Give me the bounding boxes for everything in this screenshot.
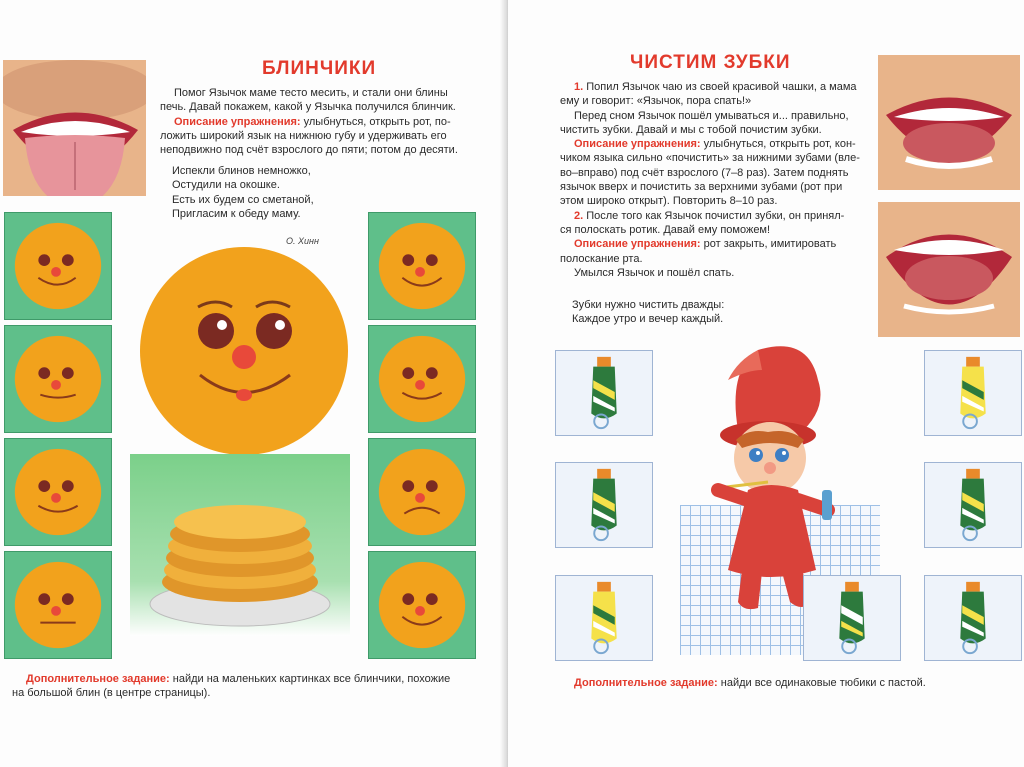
- exercise-1-label: Описание упражнения:: [574, 138, 701, 151]
- poem-author: О. Хинн: [286, 236, 319, 246]
- poem-line: Остудили на окошке.: [172, 179, 280, 192]
- exercise-line-1: улыбнуться, открыть рот, по-: [300, 115, 451, 128]
- exercise-2-line-1: рот закрыть, имитировать: [700, 238, 837, 251]
- step-1-line-1: Попил Язычок чаю из своей красивой чашки, а мама: [583, 81, 857, 93]
- page-title-pancakes: БЛИНЧИКИ: [262, 58, 377, 79]
- extra-task-line-1: найди на маленьких картинках все блинчики, похожие: [169, 673, 451, 685]
- exercise-2-line-2: полоскание рта.: [560, 252, 643, 265]
- toothpaste-tube-card[interactable]: [555, 575, 653, 661]
- step-2-line-2: ся полоскать ротик. Давай ему поможем!: [560, 223, 771, 236]
- poem-line: Зубки нужно чистить дважды:: [572, 299, 725, 311]
- extra-task-line-2: на большой блин (в центре страницы).: [12, 687, 211, 700]
- toothpaste-tube-card[interactable]: [924, 462, 1022, 548]
- step-1-line-2: ему и говорит: «Язычок, пора спать!»: [560, 95, 752, 108]
- small-pancake-tile[interactable]: [4, 551, 112, 659]
- exercise-1-line-4: язычок вверх и почистить за верхними зубами (рот при: [560, 181, 843, 194]
- exercise-2-label: Описание упражнения:: [574, 238, 701, 251]
- exercise-1-line-2: чиком языка сильно «почистить» за нижними зубами (вле-: [560, 152, 860, 165]
- right-poem: [572, 298, 724, 327]
- toothpaste-tube-card[interactable]: [803, 575, 901, 661]
- small-pancake-tile[interactable]: [4, 212, 112, 320]
- small-pancake-tile[interactable]: [368, 325, 476, 433]
- step-1-number: 1.: [574, 81, 584, 93]
- left-page: [0, 0, 508, 767]
- exercise-1-line-3: во–вправо) под счёт взрослого (7–8 раз). Затем поднять: [560, 166, 849, 179]
- small-pancake-tile[interactable]: [4, 438, 112, 546]
- pancake-stack-image: [130, 454, 350, 636]
- small-pancake-tile[interactable]: [368, 438, 476, 546]
- mouth-photo-lower-teeth: [878, 55, 1020, 190]
- poem-line: Есть их будем со сметаной,: [172, 193, 314, 206]
- step-2-line-1: После того как Язычок почистил зубки, он принял-: [583, 209, 845, 222]
- exercise-line-2: ложить широкий язык на нижнюю губу и удерживать его: [160, 129, 447, 142]
- intro-line-1: Помог Язычок маме тесто месить, и стали они блины: [174, 87, 448, 99]
- toothpaste-tube-card[interactable]: [555, 462, 653, 548]
- small-pancake-tile[interactable]: [4, 325, 112, 433]
- extra-task-label: Дополнительное задание:: [574, 677, 718, 689]
- mouth-illustration: [878, 55, 1020, 190]
- small-pancake-tile[interactable]: [368, 551, 476, 659]
- left-intro-text: [160, 86, 490, 157]
- step-2-line-3: Умылся Язычок и пошёл спать.: [574, 266, 735, 279]
- toothpaste-tube-card[interactable]: [924, 350, 1022, 436]
- mouth-illustration: [878, 202, 1020, 337]
- toothpaste-tube-card[interactable]: [555, 350, 653, 436]
- poem-line: Испекли блинов немножко,: [172, 165, 311, 177]
- step-2-number: 2.: [574, 209, 584, 222]
- mouth-photo-upper-teeth: [878, 202, 1020, 337]
- left-poem: [172, 164, 314, 221]
- poem-line: Каждое утро и вечер каждый.: [572, 313, 724, 326]
- right-instructions-text: [560, 80, 878, 280]
- extra-task-label: Дополнительное задание:: [26, 673, 170, 685]
- mouth-photo-tongue-out: [3, 60, 146, 196]
- exercise-1-line-5: этом широко открыт). Повторить 8–10 раз.: [560, 195, 778, 208]
- left-extra-task: [12, 672, 492, 701]
- step-1-line-4: чистить зубки. Давай и мы с тобой почистим зубки.: [560, 123, 822, 136]
- mouth-illustration: [3, 60, 146, 196]
- page-title-brushing-teeth: ЧИСТИМ ЗУБКИ: [630, 52, 791, 73]
- small-pancake-tile[interactable]: [368, 212, 476, 320]
- right-extra-task: [574, 676, 1014, 690]
- toothpaste-tube-card[interactable]: [924, 575, 1022, 661]
- extra-task-text: найди все одинаковые тюбики с пастой.: [717, 677, 926, 689]
- poem-line: Пригласим к обеду маму.: [172, 207, 301, 220]
- right-page: [508, 0, 1024, 767]
- exercise-label: Описание упражнения:: [174, 115, 301, 128]
- exercise-1-line-1: улыбнуться, открыть рот, кон-: [700, 138, 856, 151]
- step-1-line-3: Перед сном Язычок пошёл умываться и... правильно,: [574, 109, 849, 122]
- intro-line-2: печь. Давай покажем, какой у Язычка получился блинчик.: [160, 101, 456, 114]
- exercise-line-3: неподвижно под счёт взрослого до пяти; потом до десяти.: [160, 144, 458, 157]
- big-pancake-face: [138, 245, 350, 457]
